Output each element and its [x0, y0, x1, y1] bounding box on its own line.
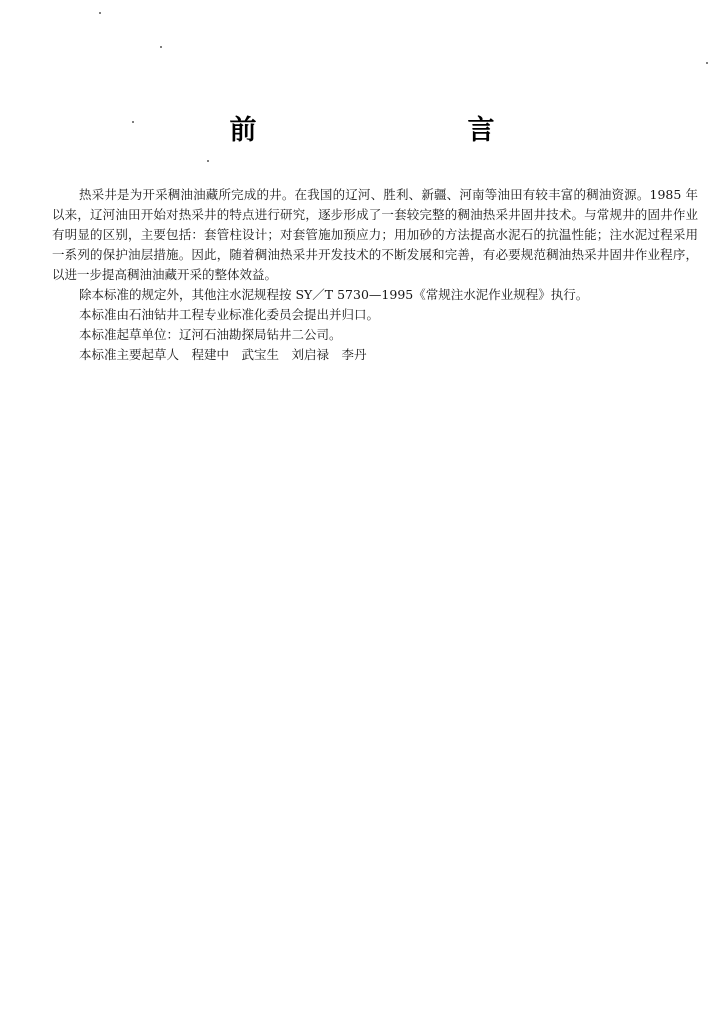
drafters-line: 本标准主要起草人 程建中 武宝生 刘启禄 李丹	[79, 347, 367, 362]
proposing-committee-line: 本标准由石油钻井工程专业标准化委员会提出并归口。	[79, 307, 380, 322]
standard-reference-line: 除本标准的规定外，其他注水泥规程按 SY／T 5730—1995《常规注水泥作业规程》执行。	[79, 287, 589, 302]
intro-paragraph: 热采井是为开采稠油油藏所完成的井。在我国的辽河、胜利、新疆、河南等油田有较丰富的稠油资源。1985 年以来，辽河油田开始对热采井的特点进行研究，逐步形成了一套较完整的稠油热采井固井技术。与常规井的固井作业有明显的区别，主要包括：套管柱设计；对套管施加预应力；用加砂的方法提高水泥石的抗温性能；注水泥过程采用一系列的保护油层措施。因此，随着稠油热采井开发技术的不断发展和完善，有必要规范稠油热采井固井作业程序，以进一步提高稠油油藏开采的整体效益。	[52, 187, 698, 282]
drafting-unit-line: 本标准起草单位：辽河石油勘探局钻井二公司。	[79, 327, 342, 342]
scan-speck	[99, 12, 101, 14]
scan-speck	[706, 62, 708, 64]
scan-speck	[207, 160, 209, 162]
scan-speck	[160, 46, 162, 48]
page-title: 前 言	[229, 115, 587, 146]
document-body	[52, 185, 698, 365]
